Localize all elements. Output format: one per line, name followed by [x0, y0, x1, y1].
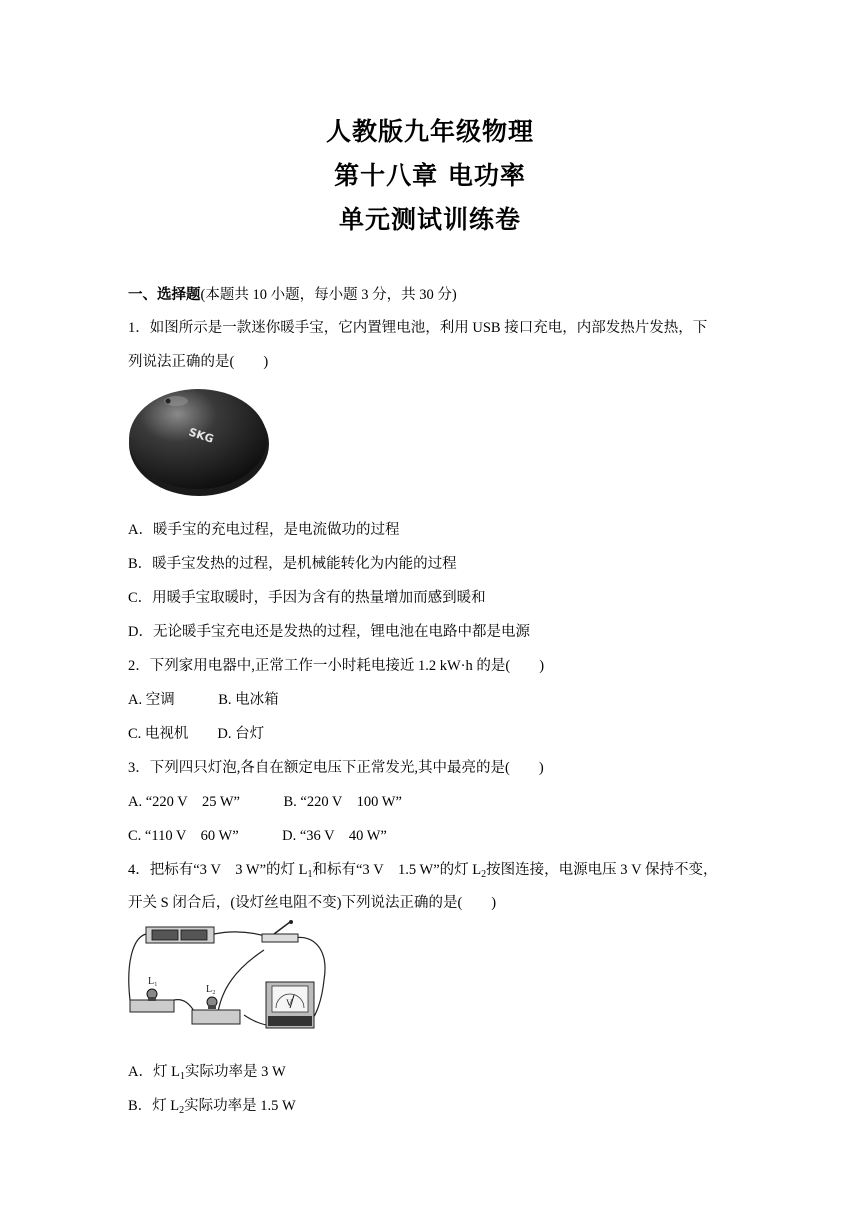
section-note: (本题共 10 小题，每小题 3 分，共 30 分): [200, 287, 457, 303]
label-l2: L₂: [206, 984, 216, 995]
document-title: 人教版九年级物理: [325, 117, 534, 146]
q1-stem-line2: 列说法正确的是( ): [128, 354, 269, 370]
q2-options-row1: A. 空调 B. 电冰箱: [128, 692, 279, 708]
section-heading: [128, 283, 457, 304]
q4-option-a: A．灯 $L_1$实际功率是 3 W: [128, 1064, 286, 1082]
hand-warmer-image: [124, 383, 274, 501]
test-title: 单元测试训练卷: [338, 205, 521, 234]
q4-stem-line2: 开关 S 闭合后，(设灯丝电阻不变)下列说法正确的是( ): [128, 895, 497, 911]
q4-option-b: B．灯 $L_2$实际功率是 1.5 W: [128, 1098, 296, 1116]
label-l1: L₁: [148, 976, 158, 987]
q4-stem-line1: 4．把标有“3 V 3 W”的灯 $L_1$和标有“3 V 1.5 W”的灯 $L_2$按图连接，电源电压 3 V 保持不变，: [128, 862, 718, 880]
meter-label: V: [286, 998, 293, 1008]
switch: [262, 920, 298, 942]
q3-options-row1: A. “220 V 25 W” B. “220 V 100 W”: [128, 794, 402, 810]
q1-option-a: A．暖手宝的充电过程，是电流做功的过程: [128, 522, 400, 538]
q1-option-c: C．用暖手宝取暖时，手因为含有的热量增加而感到暖和: [128, 590, 486, 606]
lamp-l1: [130, 989, 174, 1012]
q1-stem-line1: 1．如图所示是一款迷你暖手宝，它内置锂电池，利用 USB 接口充电，内部发热片发热，下: [128, 320, 708, 336]
q1-option-b: B．暖手宝发热的过程，是机械能转化为内能的过程: [128, 556, 457, 572]
q3-options-row2: C. “110 V 60 W” D. “36 V 40 W”: [128, 828, 387, 844]
circuit-diagram: [124, 920, 336, 1038]
q2-stem: 2．下列家用电器中,正常工作一小时耗电接近 1.2 kW·h 的是( ): [128, 658, 545, 674]
q2-options-row2: C. 电视机 D. 台灯: [128, 726, 265, 742]
lamp-l2: [192, 997, 240, 1024]
section-label: 一、选择题: [128, 287, 201, 303]
chapter-title: 第十八章 电功率: [334, 161, 526, 190]
battery-box: [146, 927, 214, 943]
q1-option-d: D．无论暖手宝充电还是发热的过程，锂电池在电路中都是电源: [128, 624, 530, 640]
q3-stem: 3．下列四只灯泡,各自在额定电压下正常发光,其中最亮的是( ): [128, 760, 544, 776]
brand-logo: SKG: [187, 425, 216, 446]
